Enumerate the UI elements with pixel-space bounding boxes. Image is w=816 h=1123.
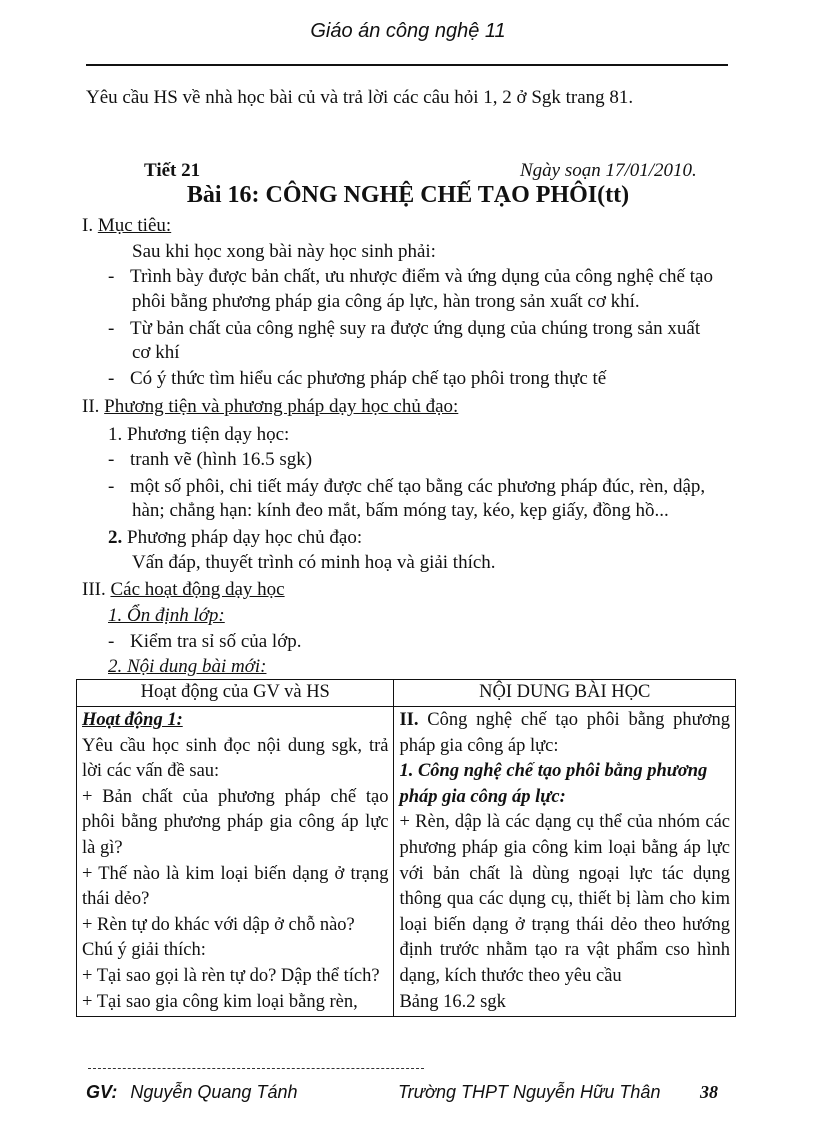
content-section-title: Công nghệ chế tạo phôi bằng phương pháp gia công áp lực: bbox=[399, 710, 730, 756]
section-2-heading bbox=[82, 396, 458, 418]
footer-gv-label: GV: bbox=[86, 1082, 118, 1102]
section-2-item-text: một số phôi, chi tiết máy được chế tạo bằng các phương pháp đúc, rèn, dập, bbox=[130, 476, 706, 497]
section-2-title: Phương tiện và phương pháp dạy học chủ đạo: bbox=[104, 396, 459, 417]
lesson-title: Bài 16: CÔNG NGHỆ CHẾ TẠO PHÔI(tt) bbox=[186, 182, 630, 208]
section-1-item: - Từ bản chất của công nghệ suy ra được ứng dụng của chúng trong sản xuất bbox=[108, 318, 701, 339]
section-1-item: - Có ý thức tìm hiểu các phương pháp chế tạo phôi trong thực tế bbox=[108, 368, 607, 389]
activity-line: Yêu cầu học sinh đọc nội dung sgk, trả lời các vấn đề sau: bbox=[82, 735, 389, 782]
section-1-heading bbox=[82, 215, 171, 237]
section-3-step-1-item: - Kiểm tra sỉ số của lớp. bbox=[108, 631, 302, 652]
table-header-activity: Hoạt động của GV và HS bbox=[77, 680, 394, 707]
activity-line: + Tại sao gọi là rèn tự do? Dập thể tích? bbox=[82, 965, 380, 986]
section-3-step-1-item-text: Kiểm tra sỉ số của lớp. bbox=[130, 631, 302, 652]
homework-line: Yêu cầu HS về nhà học bài củ và trả lời các câu hỏi 1, 2 ở Sgk trang 81. bbox=[86, 87, 634, 108]
section-2-sub-1-num: 1. bbox=[108, 424, 123, 445]
header-title: Giáo án công nghệ 11 bbox=[310, 20, 506, 42]
section-1-item: - Trình bày được bản chất, ưu nhược điểm và ứng dụng của công nghệ chế tạo bbox=[108, 266, 713, 287]
content-subheading: 1. Công nghệ chế tạo phôi bằng phương pháp gia công áp lực: bbox=[399, 761, 708, 807]
section-2-sub-1-title: Phương tiện dạy học: bbox=[127, 424, 290, 445]
header-divider bbox=[86, 64, 728, 66]
section-2-item: - tranh vẽ (hình 16.5 sgk) bbox=[108, 449, 313, 470]
section-3-step-1 bbox=[108, 604, 225, 628]
activity-line: + Tại sao gia công kim loại bằng rèn, bbox=[82, 991, 358, 1012]
section-1-item-text: Có ý thức tìm hiểu các phương pháp chế tạo phôi trong thực tế bbox=[130, 368, 607, 389]
footer-gv-name: Nguyễn Quang Tánh bbox=[130, 1082, 298, 1102]
section-1-item-text: Trình bày được bản chất, ưu nhược điểm và ứng dụng của công nghệ chế tạo bbox=[130, 266, 713, 287]
section-2-roman: II. bbox=[82, 396, 100, 417]
footer-teacher bbox=[86, 1082, 297, 1103]
section-1-item-text: Từ bản chất của công nghệ suy ra được ứng dụng của chúng trong sản xuất bbox=[130, 318, 701, 339]
lesson-date: Ngày soạn 17/01/2010. bbox=[520, 160, 697, 181]
section-2-sub-2-text: Vấn đáp, thuyết trình có minh hoạ và giải thích. bbox=[132, 552, 496, 573]
section-1-roman: I. bbox=[82, 215, 94, 236]
lesson-period: Tiết 21 bbox=[144, 160, 201, 181]
section-3-heading bbox=[82, 579, 285, 601]
lesson-table bbox=[76, 679, 736, 1017]
section-2-item: - một số phôi, chi tiết máy được chế tạo bằng các phương pháp đúc, rèn, dập, bbox=[108, 476, 706, 497]
section-1-item-cont: cơ khí bbox=[132, 342, 180, 363]
content-reference: Bảng 16.2 sgk bbox=[399, 991, 506, 1012]
section-2-sub-1 bbox=[108, 423, 289, 447]
activity-line: + Rèn tự do khác với dập ở chỗ nào? bbox=[82, 914, 355, 935]
page-number: 38 bbox=[700, 1082, 718, 1102]
table-cell-activity bbox=[77, 707, 394, 1017]
content-section-heading bbox=[399, 708, 730, 759]
activity-line: Chú ý giải thích: bbox=[82, 940, 206, 961]
section-1-title: Mục tiêu: bbox=[97, 215, 172, 236]
section-3-title: Các hoạt động dạy học bbox=[110, 579, 285, 600]
activity-label: Hoạt động 1: bbox=[82, 710, 183, 730]
activity-line: + Thế nào là kim loại biến dạng ở trạng thái dẻo? bbox=[82, 863, 389, 910]
footer-school: Trường THPT Nguyễn Hữu Thân bbox=[398, 1082, 661, 1102]
section-3-step-1-label: 1. Ổn định lớp: bbox=[108, 605, 225, 626]
section-1-item-cont: phôi bằng phương pháp gia công áp lực, hàn trong sản xuất cơ khí. bbox=[132, 291, 640, 312]
content-paragraph: + Rèn, dập là các dạng cụ thể của nhóm các phương pháp gia công kim loại bằng áp lực với bản chất là dùng ngoại lực tác dụng thông qua các dụng cụ, thiết bị làm cho kim loại biến dạng ở trạng thái dẻo theo hướng định trước nhằm tạo ra vật phẩm cso hình dạng, kích thước theo yêu cầu bbox=[399, 812, 730, 986]
section-2-sub-2 bbox=[108, 526, 362, 550]
section-3-roman: III. bbox=[82, 579, 106, 600]
section-1-intro: Sau khi học xong bài này học sinh phải: bbox=[132, 241, 436, 262]
table-header-content: NỘI DUNG BÀI HỌC bbox=[394, 680, 736, 707]
content-section-num: II. bbox=[399, 710, 419, 730]
section-2-sub-2-num: 2. bbox=[108, 527, 123, 548]
section-2-item-cont: hàn; chẳng hạn: kính đeo mắt, bấm móng tay, kéo, kẹp giấy, đồng hồ... bbox=[132, 500, 669, 521]
section-3-step-2-label: 2. Nội dung bài mới: bbox=[108, 656, 267, 677]
section-2-sub-2-title: Phương pháp dạy học chủ đạo: bbox=[127, 527, 363, 548]
footer-divider bbox=[88, 1068, 424, 1069]
section-3-step-2 bbox=[108, 655, 266, 679]
table-row bbox=[77, 707, 736, 1017]
section-2-item-text: tranh vẽ (hình 16.5 sgk) bbox=[130, 449, 313, 470]
activity-line: + Bản chất của phương pháp chế tạo phôi bằng phương pháp gia công áp lực là gì? bbox=[82, 786, 389, 858]
table-header-row bbox=[77, 680, 736, 707]
table-cell-content bbox=[394, 707, 736, 1017]
